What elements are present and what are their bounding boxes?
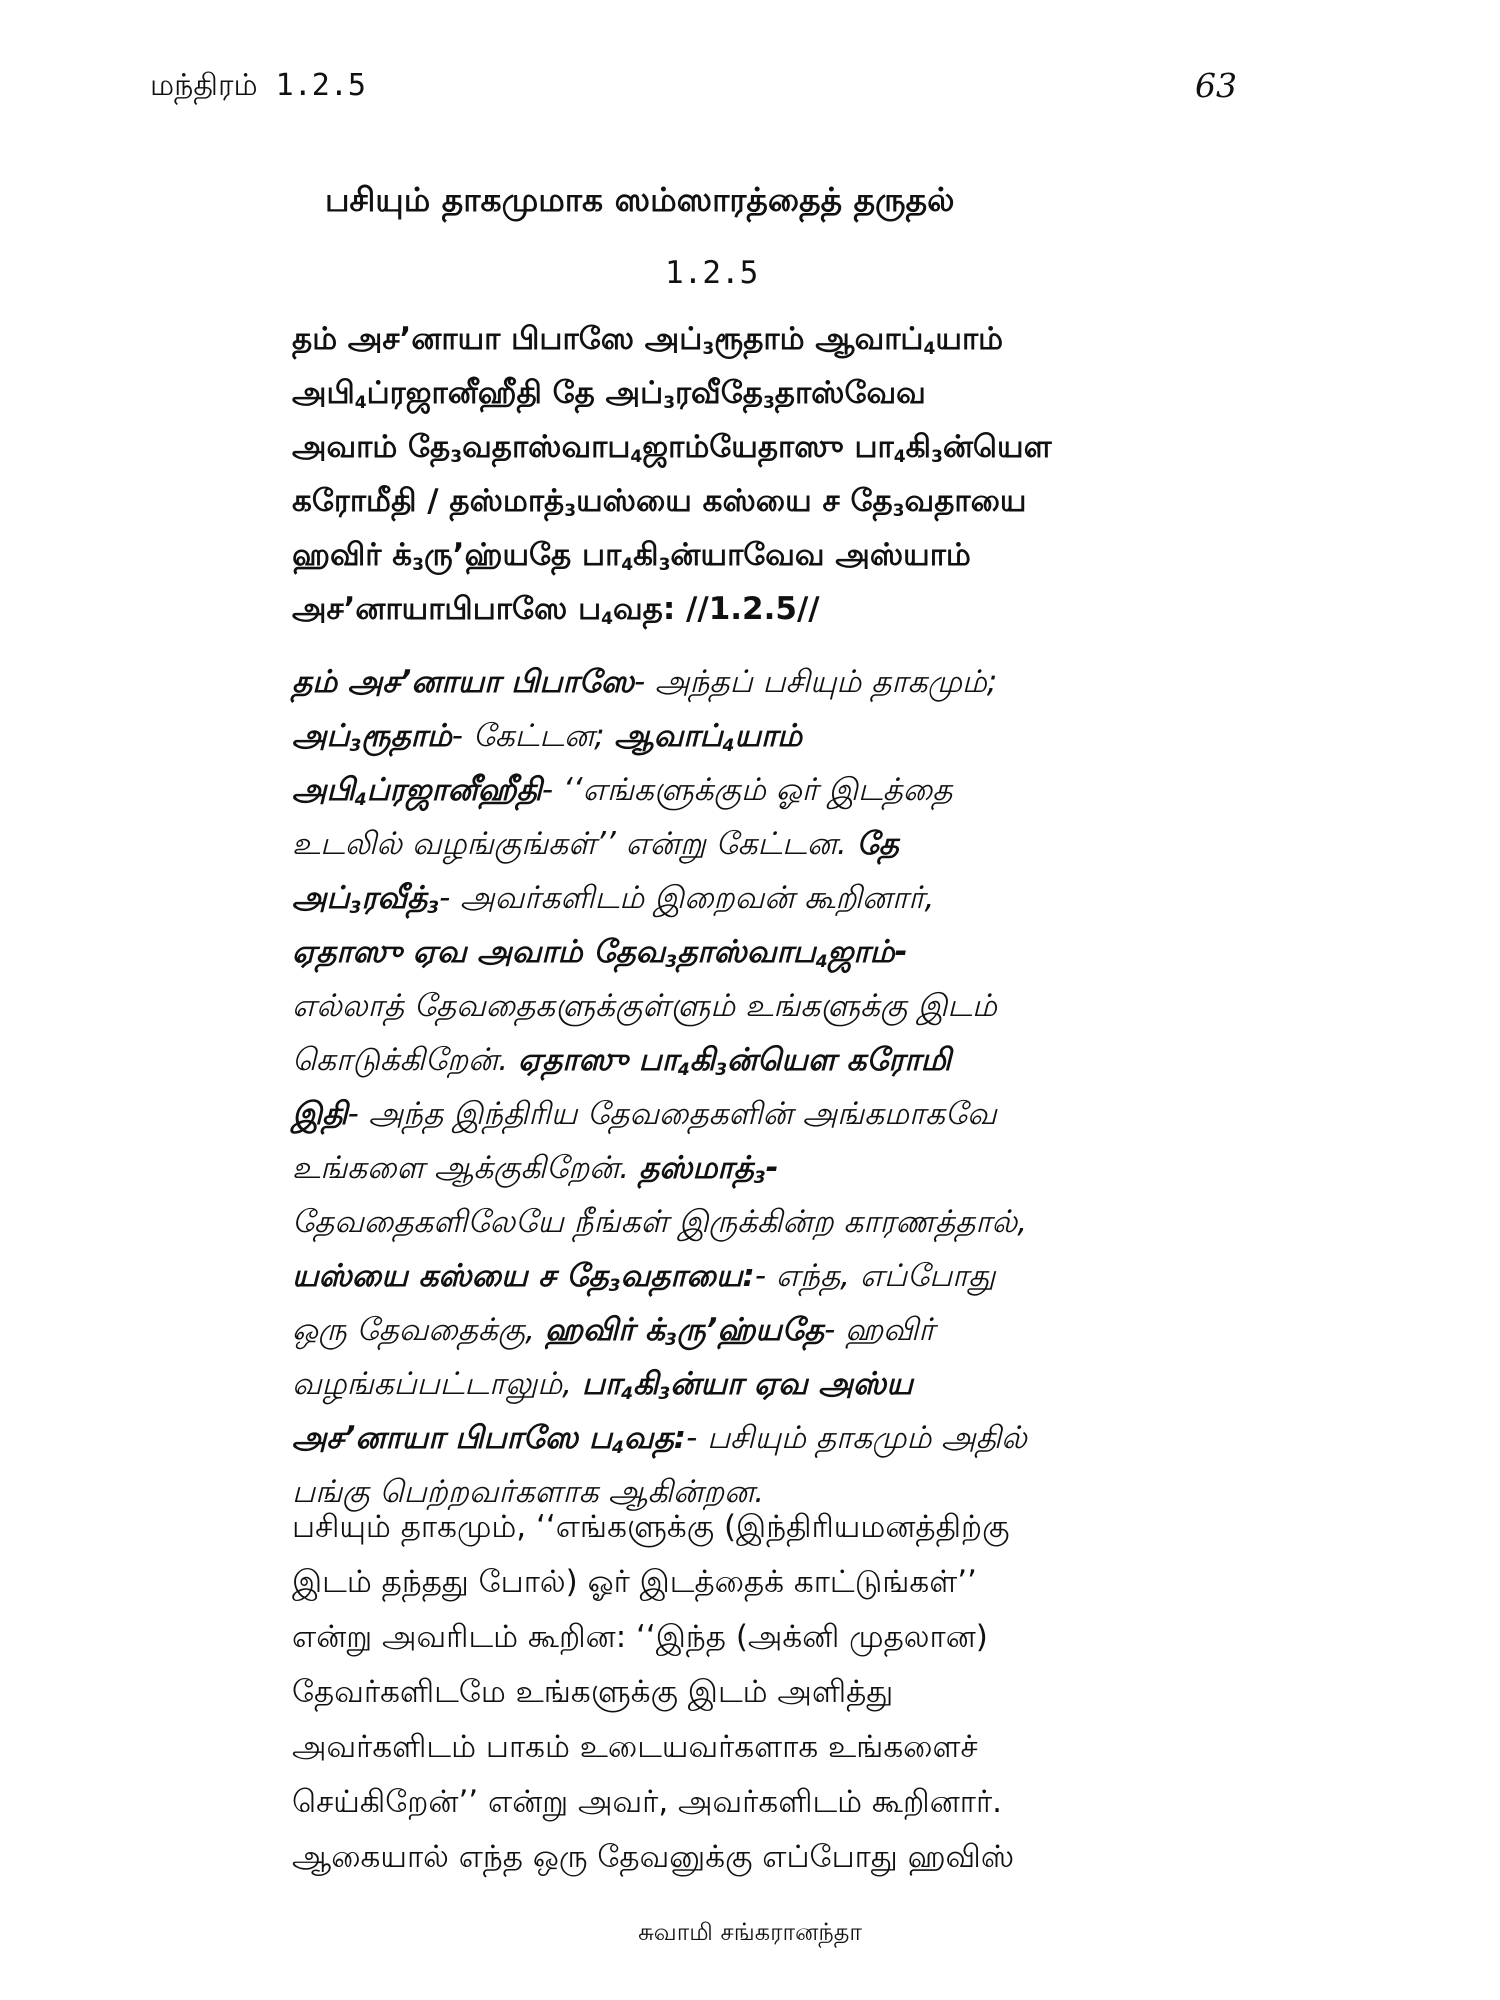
verse-number: 1.2.5 — [665, 255, 759, 291]
verse-line: அவாம் $தே_3வதாஸ்வாப_4ஜாம்யேதாஸு$ $பா_4கி_3ன்யௌ$ — [292, 429, 1052, 468]
prose-line: தேவர்களிடமே உங்களுக்கு இடம் அளித்து — [292, 1674, 894, 1710]
verse-text — [292, 312, 1232, 636]
gloss-meaning: உடலில் வழங்குங்கள்’’ என்று கேட்டன. — [292, 826, 857, 862]
gloss-meaning: பங்கு பெற்றவர்களாக ஆகின்றன. — [292, 1474, 765, 1510]
explanation-paragraph — [292, 1500, 1232, 1885]
gloss-meaning: கொடுக்கிறேன். — [292, 1042, 518, 1078]
word-gloss — [292, 655, 1232, 1519]
section-title: பசியும் தாகமுமாக ஸம்ஸாரத்தைத் தருதல் — [325, 180, 955, 219]
gloss-line — [292, 817, 1232, 871]
gloss-meaning: - அந்தப் பசியும் தாகமும்; — [634, 664, 998, 700]
verse-line: $அபி_4ப்ரஜானீஹீதி$ தே $அப்_3ரவீதே_3தாஸ்வேவ$ — [292, 375, 926, 414]
verse-line: கரோமீதி / $தஸ்மாத்_3யஸ்யை$ கஸ்யை ச $தே_3வதாயை$ — [292, 483, 1027, 522]
gloss-term: அச’னாயா பிபாஸே ப$_4$வத: — [292, 1420, 687, 1459]
gloss-term: $தஸ்மாத்_3$ — [638, 1150, 766, 1189]
gloss-term: $ஆவாப்_4யாம்$ — [614, 718, 803, 757]
running-head: மந்திரம் 1.2.5 — [150, 68, 366, 103]
gloss-line — [292, 1249, 1232, 1303]
verse-line: அச’னாயாபிபாஸே ப$_4$வத: //1.2.5// — [292, 591, 820, 630]
gloss-meaning: - எந்த, எப்போது — [754, 1258, 996, 1294]
gloss-meaning: - அந்த இந்திரிய தேவதைகளின் அங்கமாகவே — [347, 1096, 997, 1132]
prose-line: என்று அவரிடம் கூறின: ‘‘இந்த (அக்னி முதலான) — [292, 1619, 988, 1655]
gloss-term: யஸ்யை கஸ்யை ச $தே_3வதாயை$: — [292, 1258, 755, 1297]
gloss-line — [292, 1303, 1232, 1357]
gloss-line — [292, 709, 1232, 763]
gloss-term: $பா_4கி_3ன்யா$ ஏவ அஸ்ய — [581, 1366, 913, 1405]
gloss-term: - — [894, 934, 908, 970]
prose-line: ஆகையால் எந்த ஒரு தேவனுக்கு எப்போது ஹவிஸ் — [292, 1839, 1015, 1875]
prose-line: பசியும் தாகமும், ‘‘எங்களுக்கு (இந்திரியமனத்திற்கு — [292, 1509, 1010, 1545]
gloss-term: இதி — [292, 1096, 348, 1132]
gloss-line — [292, 979, 1232, 1033]
gloss-term: தம் அச’னாயா பிபாஸே — [292, 664, 634, 700]
gloss-meaning: - கேட்டன; — [451, 718, 615, 754]
prose-line: இடம் தந்தது போல்) ஓர் இடத்தைக் காட்டுங்கள்’’ — [292, 1564, 977, 1600]
gloss-meaning: எல்லாத் தேவதைகளுக்குள்ளும் உங்களுக்கு இடம் — [292, 988, 997, 1024]
gloss-line — [292, 1357, 1232, 1411]
gloss-term: ஏதாஸு ஏவ அவாம் தேவ$_3$தாஸ்வாப$_4$ஜாம் — [292, 934, 895, 973]
gloss-line — [292, 1033, 1232, 1087]
gloss-meaning: - பசியும் தாகமும் அதில் — [686, 1420, 1027, 1456]
gloss-meaning: - ‘‘எங்களுக்கும் ஓர் இடத்தை — [541, 772, 953, 808]
gloss-line — [292, 655, 1232, 709]
page-footer-author: சுவாமி சங்கரானந்தா — [638, 1918, 862, 1946]
gloss-line — [292, 763, 1232, 817]
gloss-meaning: தேவதைகளிலேயே நீங்கள் இருக்கின்ற காரணத்தால், — [292, 1204, 1028, 1240]
gloss-term: ஹவிர் $க்_3ரு’ஹ்யதே$ — [544, 1312, 825, 1351]
gloss-meaning: உங்களை ஆக்குகிறேன். — [292, 1150, 639, 1186]
gloss-line — [292, 1195, 1232, 1249]
gloss-meaning: வழங்கப்பட்டாலும், — [292, 1366, 582, 1402]
gloss-term: - — [765, 1150, 779, 1186]
verse-line: தம் அச’னாயா பிபாஸே $அப்_3ரூதாம்$ $ஆவாப்_4யாம்$ — [292, 321, 1004, 360]
page-number: 63 — [1195, 66, 1237, 105]
verse-line: ஹவிர் $க்_3ரு’ஹ்யதே$ $பா_4கி_3ன்யாவேவ$ அஸ்யாம் — [292, 537, 971, 576]
gloss-line — [292, 871, 1232, 925]
gloss-line — [292, 925, 1232, 979]
gloss-term: $அப்_3ரவீத்_3$ — [292, 880, 440, 919]
prose-line: அவர்களிடம் பாகம் உடையவர்களாக உங்களைச் — [292, 1729, 978, 1765]
gloss-meaning: - ஹவிர் — [824, 1312, 935, 1348]
gloss-line — [292, 1141, 1232, 1195]
gloss-meaning: - அவர்களிடம் இறைவன் கூறினார், — [439, 880, 935, 916]
gloss-meaning: ஒரு தேவதைக்கு, — [292, 1312, 545, 1348]
gloss-term: தே — [856, 826, 899, 862]
gloss-term: ஏதாஸு $பா_4கி_3ன்யௌ$ கரோமி — [517, 1042, 952, 1081]
gloss-term: $அப்_3ரூதாம்$ — [292, 718, 452, 757]
prose-line: செய்கிறேன்’’ என்று அவர், அவர்களிடம் கூறினார். — [292, 1784, 1003, 1820]
gloss-line — [292, 1087, 1232, 1141]
gloss-line — [292, 1411, 1232, 1465]
gloss-term: $அபி_4ப்ரஜானீஹீதி$ — [292, 772, 542, 811]
